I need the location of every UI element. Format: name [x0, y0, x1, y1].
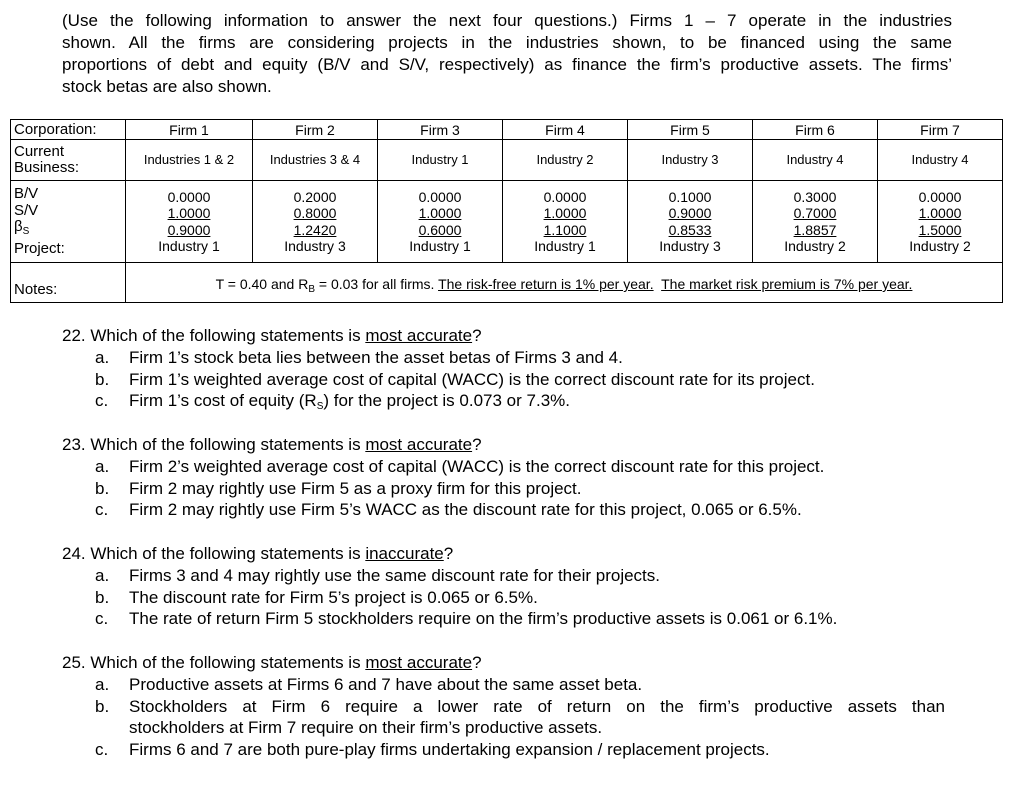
firm-metrics	[628, 181, 753, 263]
option-letter: c.	[95, 609, 109, 628]
bv-value: 0.1000	[668, 188, 712, 205]
answer-option[interactable]	[62, 608, 962, 630]
option-letter: a.	[95, 566, 110, 585]
table-row	[11, 181, 1003, 263]
option-letter: a.	[95, 675, 110, 694]
firm-metrics	[878, 181, 1003, 263]
option-letter: a.	[95, 348, 110, 367]
intro-line: proportions of debt and equity (B/V and S/V, respectively) as finance the firm’s productive assets. The firms’	[62, 55, 952, 74]
business-cell: Industry 1	[378, 140, 503, 181]
table-row	[11, 263, 1003, 303]
notes-text: T = 0.40 and $R_B = 0.03$ for all firms. The risk-free return is 1% per year. The market risk premium is 7% per year.	[126, 263, 1003, 303]
business-cell: Industry 4	[753, 140, 878, 181]
option-text: The rate of return Firm 5 stockholders require on the firm’s productive assets is 0.061 or 6.1%.	[129, 609, 838, 628]
beta-value: 1.1000	[543, 221, 587, 238]
bv-value: 0.0000	[543, 188, 587, 205]
project-value: Industry 3	[284, 238, 346, 254]
firm-header: Firm 6	[753, 120, 878, 140]
option-letter: c.	[95, 500, 109, 519]
intro-line: (Use the following information to answer the next four questions.) Firms 1 – 7 operate in the industries	[62, 11, 952, 30]
option-text: Firms 3 and 4 may rightly use the same discount rate for their projects.	[129, 566, 661, 585]
sv-value: 1.0000	[167, 205, 211, 221]
firm-metrics	[253, 181, 378, 263]
sv-value: 1.0000	[918, 205, 962, 221]
option-text: Firm 2 may rightly use Firm 5 as a proxy firm for this project.	[129, 478, 582, 498]
business-cell: Industry 4	[878, 140, 1003, 181]
beta-value: 0.8533	[668, 221, 712, 238]
option-text: The discount rate for Firm 5’s project is 0.065 or 6.5%.	[129, 587, 538, 607]
option-text: Firm 1’s weighted average cost of capital (WACC) is the correct discount rate for its project.	[129, 369, 815, 389]
table-row	[11, 140, 1003, 181]
business-cell: Industries 1 & 2	[126, 140, 253, 181]
option-text: Firm 1’s cost of equity $(R_S)$ for the project is 0.073 or 7.3%.	[129, 391, 570, 412]
project-value: Industry 1	[409, 238, 471, 254]
table-row	[11, 120, 1003, 140]
option-letter: c.	[95, 739, 109, 759]
beta-value: 1.5000	[918, 221, 962, 238]
beta-label: $\beta_S$	[14, 218, 30, 237]
firm-header: Firm 5	[628, 120, 753, 140]
firm-header: Firm 1	[126, 120, 253, 140]
question-25	[62, 652, 962, 760]
beta-value: 1.2420	[293, 221, 337, 238]
firm-metrics	[503, 181, 628, 263]
answer-option[interactable]	[62, 696, 962, 739]
firm-data-table	[10, 119, 1003, 303]
question-24	[62, 543, 962, 630]
business-label	[11, 140, 126, 181]
option-text: Firm 2’s weighted average cost of capital (WACC) is the correct discount rate for this project.	[129, 457, 825, 476]
sv-value: 1.0000	[543, 205, 587, 221]
question-stem: 25. Which of the following statements is most accurate?	[62, 653, 482, 672]
project-label: Project:	[14, 239, 65, 257]
firm-header: Firm 7	[878, 120, 1003, 140]
bv-value: 0.0000	[167, 188, 211, 205]
project-value: Industry 1	[534, 238, 596, 254]
sv-value: 1.0000	[418, 205, 462, 221]
option-text: Firm 1’s stock beta lies between the asset betas of Firms 3 and 4.	[129, 348, 623, 367]
business-label-line: Business:	[14, 159, 80, 176]
intro-paragraph	[62, 10, 952, 98]
option-letter: b.	[95, 369, 110, 389]
option-letter: b.	[95, 587, 110, 607]
question-23	[62, 434, 962, 521]
notes-label: Notes:	[11, 263, 126, 303]
bv-value: 0.3000	[793, 188, 837, 205]
option-letter: c.	[95, 391, 109, 410]
project-value: Industry 2	[909, 238, 971, 254]
answer-option[interactable]	[62, 565, 962, 587]
beta-value: 1.8857	[793, 221, 837, 238]
intro-line: shown. All the firms are considering projects in the industries shown, to be financed using the same	[62, 33, 952, 52]
option-text: Firm 2 may rightly use Firm 5’s WACC as the discount rate for this project, 0.065 or 6.5%.	[129, 500, 802, 519]
bv-value: 0.0000	[918, 188, 962, 205]
answer-option[interactable]	[62, 390, 962, 418]
bv-label: B/V	[14, 185, 39, 202]
business-label-line: Current	[14, 142, 65, 160]
answer-option[interactable]	[62, 347, 962, 369]
project-value: Industry 1	[158, 238, 220, 254]
business-cell: Industry 3	[628, 140, 753, 181]
firm-header: Firm 4	[503, 120, 628, 140]
bv-value: 0.0000	[418, 188, 462, 205]
answer-option[interactable]	[62, 456, 962, 478]
firm-metrics	[126, 181, 253, 263]
project-value: Industry 2	[784, 238, 846, 254]
metrics-labels	[11, 181, 126, 263]
option-letter: b.	[95, 478, 110, 498]
answer-option[interactable]	[62, 739, 962, 761]
option-text: Productive assets at Firms 6 and 7 have about the same asset beta.	[129, 675, 643, 694]
question-stem: 22. Which of the following statements is most accurate?	[62, 326, 482, 345]
answer-option[interactable]	[62, 587, 962, 609]
option-text: Firms 6 and 7 are both pure-play firms undertaking expansion / replacement projects.	[129, 739, 770, 759]
question-22	[62, 325, 962, 418]
firm-header: Firm 2	[253, 120, 378, 140]
intro-line: stock betas are also shown.	[62, 77, 272, 96]
option-text: Stockholders at Firm 6 require a lower rate of return on the firm’s productive assets than	[129, 696, 945, 716]
bv-value: 0.2000	[293, 188, 337, 205]
project-value: Industry 3	[659, 238, 721, 254]
option-letter: a.	[95, 457, 110, 476]
firm-metrics	[753, 181, 878, 263]
question-stem: 23. Which of the following statements is most accurate?	[62, 435, 482, 454]
answer-option[interactable]	[62, 499, 962, 521]
answer-option[interactable]	[62, 478, 962, 500]
corporation-label: Corporation:	[11, 120, 126, 140]
business-cell: Industries 3 & 4	[253, 140, 378, 181]
beta-value: 0.6000	[418, 221, 462, 238]
sv-value: 0.9000	[668, 205, 712, 221]
option-text-continued: stockholders at Firm 7 require on their firm’s productive assets.	[129, 718, 603, 737]
firm-header: Firm 3	[378, 120, 503, 140]
sv-value: 0.7000	[793, 205, 837, 221]
question-stem: 24. Which of the following statements is inaccurate?	[62, 544, 454, 563]
sv-label: S/V	[14, 201, 39, 219]
business-cell: Industry 2	[503, 140, 628, 181]
answer-option[interactable]	[62, 674, 962, 696]
option-letter: b.	[95, 696, 110, 716]
firm-metrics	[378, 181, 503, 263]
sv-value: 0.8000	[293, 205, 337, 221]
answer-option[interactable]	[62, 369, 962, 391]
beta-value: 0.9000	[167, 221, 211, 238]
